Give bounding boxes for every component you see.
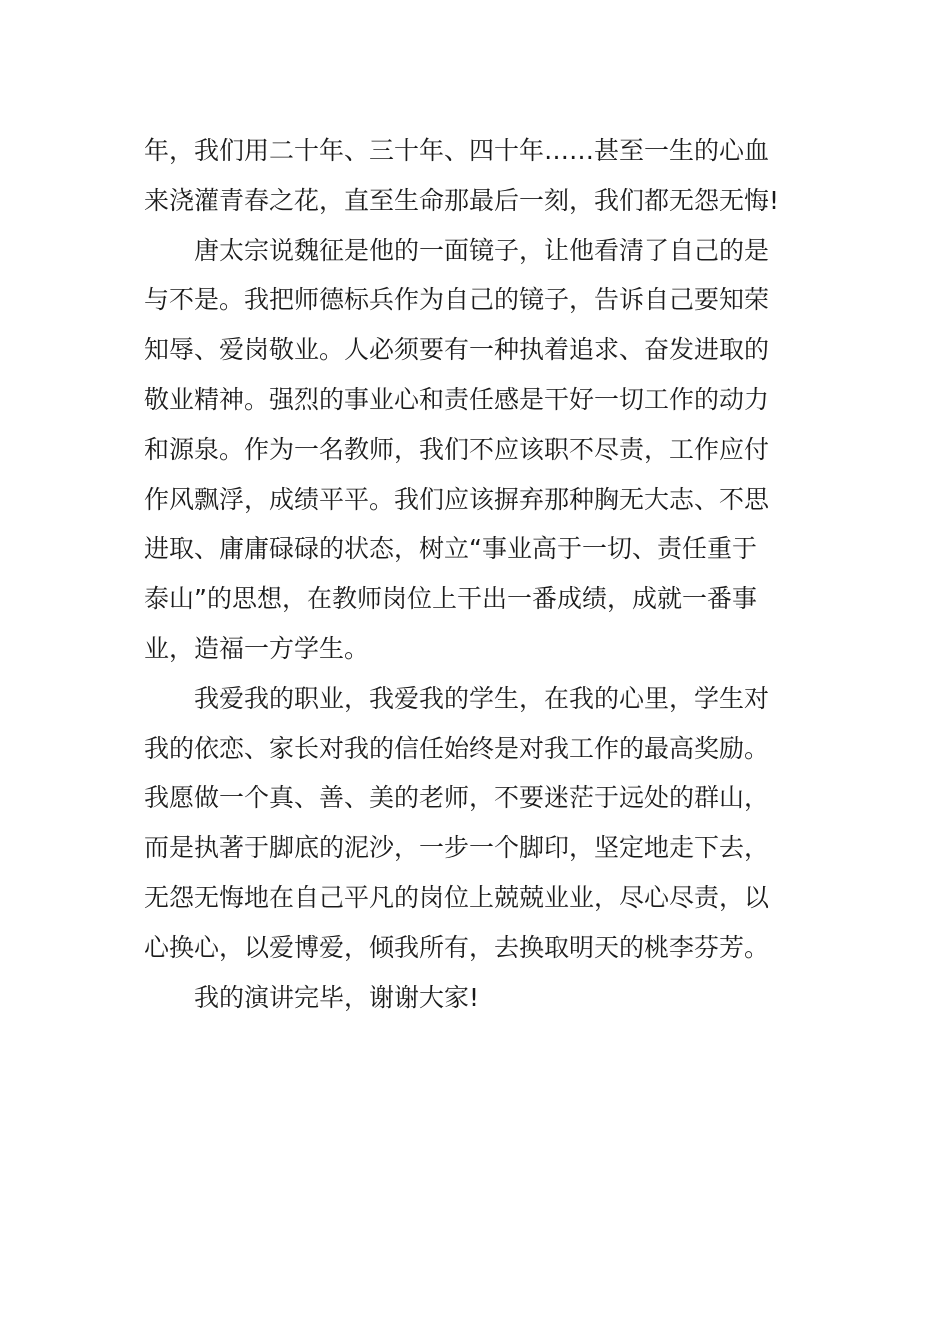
text-line: 来浇灌青春之花，直至生命那最后一刻，我们都无怨无悔!: [144, 185, 780, 215]
text-line: 我的依恋、家长对我的信任始终是对我工作的最高奖励。: [144, 733, 770, 763]
text-line: 进取、庸庸碌碌的状态，树立“事业高于一切、责任重于: [144, 534, 757, 564]
paragraph-start-line: 我爱我的职业，我爱我的学生，在我的心里，学生对: [194, 683, 770, 713]
paragraph-start-line: 唐太宗说魏征是他的一面镜子，让他看清了自己的是: [194, 235, 770, 265]
text-line: 而是执著于脚底的泥沙，一步一个脚印，坚定地走下去，: [144, 833, 770, 863]
text-line: 知辱、爱岗敬业。人必须要有一种执着追求、奋发进取的: [144, 335, 770, 365]
text-line: 年，我们用二十年、三十年、四十年……甚至一生的心血: [144, 136, 770, 165]
text-line: 作风飘浮，成绩平平。我们应该摒弃那种胸无大志、不思: [144, 484, 770, 514]
text-line: 业，造福一方学生。: [144, 633, 370, 663]
text-line: 和源泉。作为一名教师，我们不应该职不尽责，工作应付: [144, 434, 770, 464]
text-line: 与不是。我把师德标兵作为自己的镜子，告诉自己要知荣: [144, 285, 770, 315]
text-line: 无怨无悔地在自己平凡的岗位上兢兢业业，尽心尽责，以: [144, 882, 770, 912]
speech-text: [144, 126, 800, 1022]
text-line: 我愿做一个真、善、美的老师，不要迷茫于远处的群山，: [144, 783, 770, 813]
closing-line: 我的演讲完毕，谢谢大家!: [194, 982, 480, 1012]
text-line: 心换心，以爱博爱，倾我所有，去换取明天的桃李芬芳。: [144, 932, 770, 962]
text-line: 泰山”的思想，在教师岗位上干出一番成绩，成就一番事: [144, 584, 757, 614]
text-line: 敬业精神。强烈的事业心和责任感是干好一切工作的动力: [144, 384, 770, 414]
